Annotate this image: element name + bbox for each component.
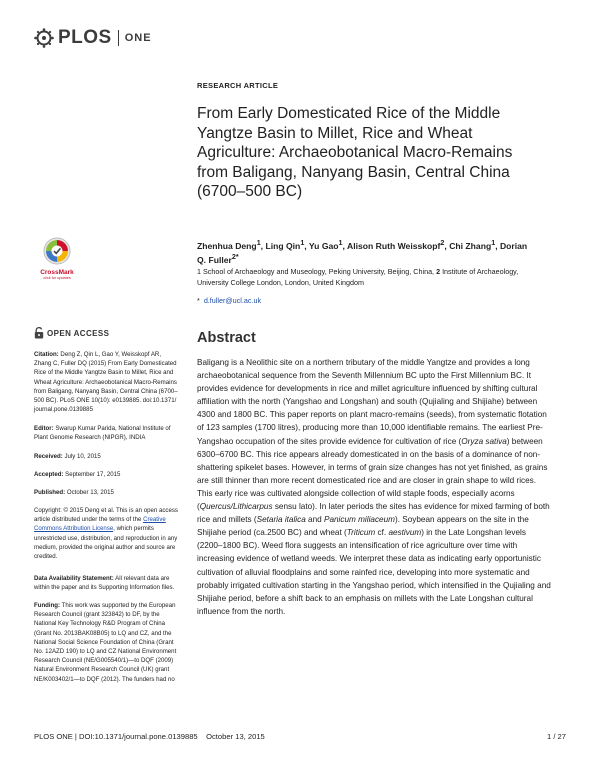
citation-block [34,350,179,414]
author-affiliation-mark: 1 [338,239,343,247]
taxon-name: aestivum [388,528,422,538]
email-link[interactable]: d.fuller@ucl.ac.uk [203,296,262,305]
author-name[interactable]: Chi Zhang [449,240,492,251]
author-name[interactable]: Zhenhua Deng [197,240,257,251]
published-date: October 13, 2015 [66,489,114,496]
page-number: 1 / 27 [547,732,566,741]
author-name[interactable]: Alison Ruth Weisskopf [346,240,441,251]
editor-text: Swarup Kumar Parida, National Institute of Plant Genome Research (NIPGR), INDIA [34,425,171,442]
editor-block [34,424,179,442]
published-label: Published: [34,489,66,496]
corresponding-star: * [197,296,200,305]
copyright-text: Copyright: © 2015 Deng et al. This is an open access article distributed under the terms of the [34,507,178,524]
taxon-name: Setaria italica [256,515,306,525]
abstract-text: Baligang is a Neolithic site on a northern tributary of the middle Yangtze and provides a long archaeobotanical sequence from the Seventh Millennium BC upto the First Millennium BC. It provides evidence for developments in rice and millet agriculture influenced by shifting cultural affiliation with the north (Yangshao and Longshan) and south (Qujialing and Shijiahe) between 4300 and 1800 BC. This paper reports on plant macro-remains (seeds), from systematic flotation of 123 samples (1700 litres), producing more than 10,000 identifiable remains. The earliest Pre-Yangshao occupation of the sites provide evidence for cultivation of rice (Oryza sativa) between 6300–6700 BC. This rice appears already domesticated in on the basis of a dominance of non-shattering spikelet bases. However, in terms of grain size changes has not yet finished, as grains are still thinner than more recent domesticated rice and are closer in grain shape to wild rices. This early rice was cultivated alongside collection of wild staple foods, especially acorns (Quercus/Lithicarpus sensu lato). In later periods the sites has evidence for mixed farming of both rice and millets (Setaria italica and Panicum miliaceum). Soybean appears on the site in the Shijiahe period (ca.2500 BC) and wheat (Triticum cf. aestivum) in the Late Longshan levels (2200–1800 BC). Weed flora suggests an intensification of rice agriculture over time with increasing evidence of wetland weeds. We interpret these data as indicating early opportunistic cultivation of alluvial floodplains and some rainfed rice, developing into more systematic and probably irrigated cultivation starting in the Yangshao period, which intensified in the Qujialing and Shijiahe period, before a shift back to an emphasis on millets with the Late Longshan cultural influence from the north. [197,358,551,616]
plos-logo[interactable] [34,27,152,49]
affiliation-text: School of Archaeology and Museology, Peking University, Beijing, China, [203,267,435,276]
author-affiliation-mark: 2 [440,239,445,247]
crossmark-badge[interactable] [36,236,78,280]
page-footer [34,732,566,741]
taxon-name: Oryza sativa [461,436,507,446]
open-access-badge [34,327,109,339]
crossmark-icon [42,236,72,268]
affiliations [197,267,527,288]
funding-block [34,601,179,684]
author-name[interactable]: Yu Gao [308,240,339,251]
citation-label: Citation: [34,351,59,358]
brand-name: PLOS [58,27,112,48]
logo-divider [118,30,119,46]
received-date: July 10, 2015 [64,453,101,460]
received-block [34,452,179,461]
accepted-date: September 17, 2015 [65,471,121,478]
affiliation-number: 1 [197,267,201,276]
accepted-label: Accepted: [34,471,64,478]
copyright-text-end: , which permits unrestricted use, distribution, and reproduction in any medium, provided the original author and source are credited. [34,525,178,561]
footer-citation: PLOS ONE | DOI:10.1371/journal.pone.0139885 October 13, 2015 [34,732,265,741]
article-type: RESEARCH ARTICLE [197,81,279,90]
author-name[interactable]: Dorian Q. Fuller [197,240,528,266]
author-list: Zhenhua Deng$^1$, Ling Qin$^1$, Yu Gao$^1$, Alison Ruth Weisskopf$^2$, Chi Zhang$^1$, Dorian Q. Fuller$^{2*}$ [197,239,528,266]
citation-text: Deng Z, Qin L, Gao Y, Weisskopf AR, Zhang C, Fuller DQ (2015) From Early Domesticated Rice of the Middle Yangtze Basin to Millet, Rice and Wheat Agriculture: Archaeobotanical Macro-Remains from Baligang, Nanyang Basin, Central China (6700–500 BC). PLoS ONE 10(10): e0139885. doi:10.1371/ journal.pone.0139885 [34,351,178,414]
published-block [34,488,179,497]
data-availability-text: All relevant data are within the paper and its Supporting Information files. [34,575,175,592]
editor-label: Editor: [34,425,54,432]
funding-label: Funding: [34,602,61,609]
author-affiliation-mark: 2* [231,253,239,262]
affiliation-text: Institute of Archaeology, University College London, London, United Kingdom [197,267,519,287]
abstract-heading: Abstract [197,330,256,346]
copyright-block [34,506,179,561]
author-affiliation-mark: 1 [256,239,261,247]
corresponding-email [197,296,261,305]
affiliation-number: 2 [436,267,441,276]
received-label: Received: [34,453,63,460]
author-affiliation-mark: 1 [300,239,305,247]
data-availability-block [34,574,179,592]
funding-text: This work was supported by the European Research Council (grant 323842) to DF, by the National Key Technology R&D Program of China (Grant No. 2013BAK08B05) to LQ and CZ, and the National Social Science Foundation of China (Grant No. 12AZD 190) to LQ and CZ National Environment Research Council (NE/G005540/1)—to DQF (2009) Natural Environment Research Council (UK) grant NE/K003402/1—to DQF (2012). The funders had no [34,602,177,683]
crossmark-sublabel: click for updates [43,276,71,280]
crossmark-label: CrossMark [40,269,74,276]
journal-name: ONE [124,32,152,44]
data-availability-label: Data Availability Statement: [34,575,114,582]
article-title: From Early Domesticated Rice of the Middle Yangtze Basin to Millet, Rice and Wheat Agriculture: Archaeobotanical Macro-Remains from Baligang, Nanyang Basin, Central China (6700–500 BC) [197,105,513,201]
taxon-name: Quercus/Lithicarpus [199,502,273,512]
accepted-block [34,470,179,479]
open-access-label: OPEN ACCESS [47,328,110,338]
taxon-name: Panicum miliaceum [323,515,395,525]
author-name[interactable]: Ling Qin [265,240,301,251]
license-link[interactable]: Creative Commons Attribution License [34,516,166,533]
open-lock-icon [34,327,44,339]
taxon-name: Triticum [346,528,376,538]
author-affiliation-mark: 1 [491,239,496,247]
plos-dots-icon [34,28,54,48]
